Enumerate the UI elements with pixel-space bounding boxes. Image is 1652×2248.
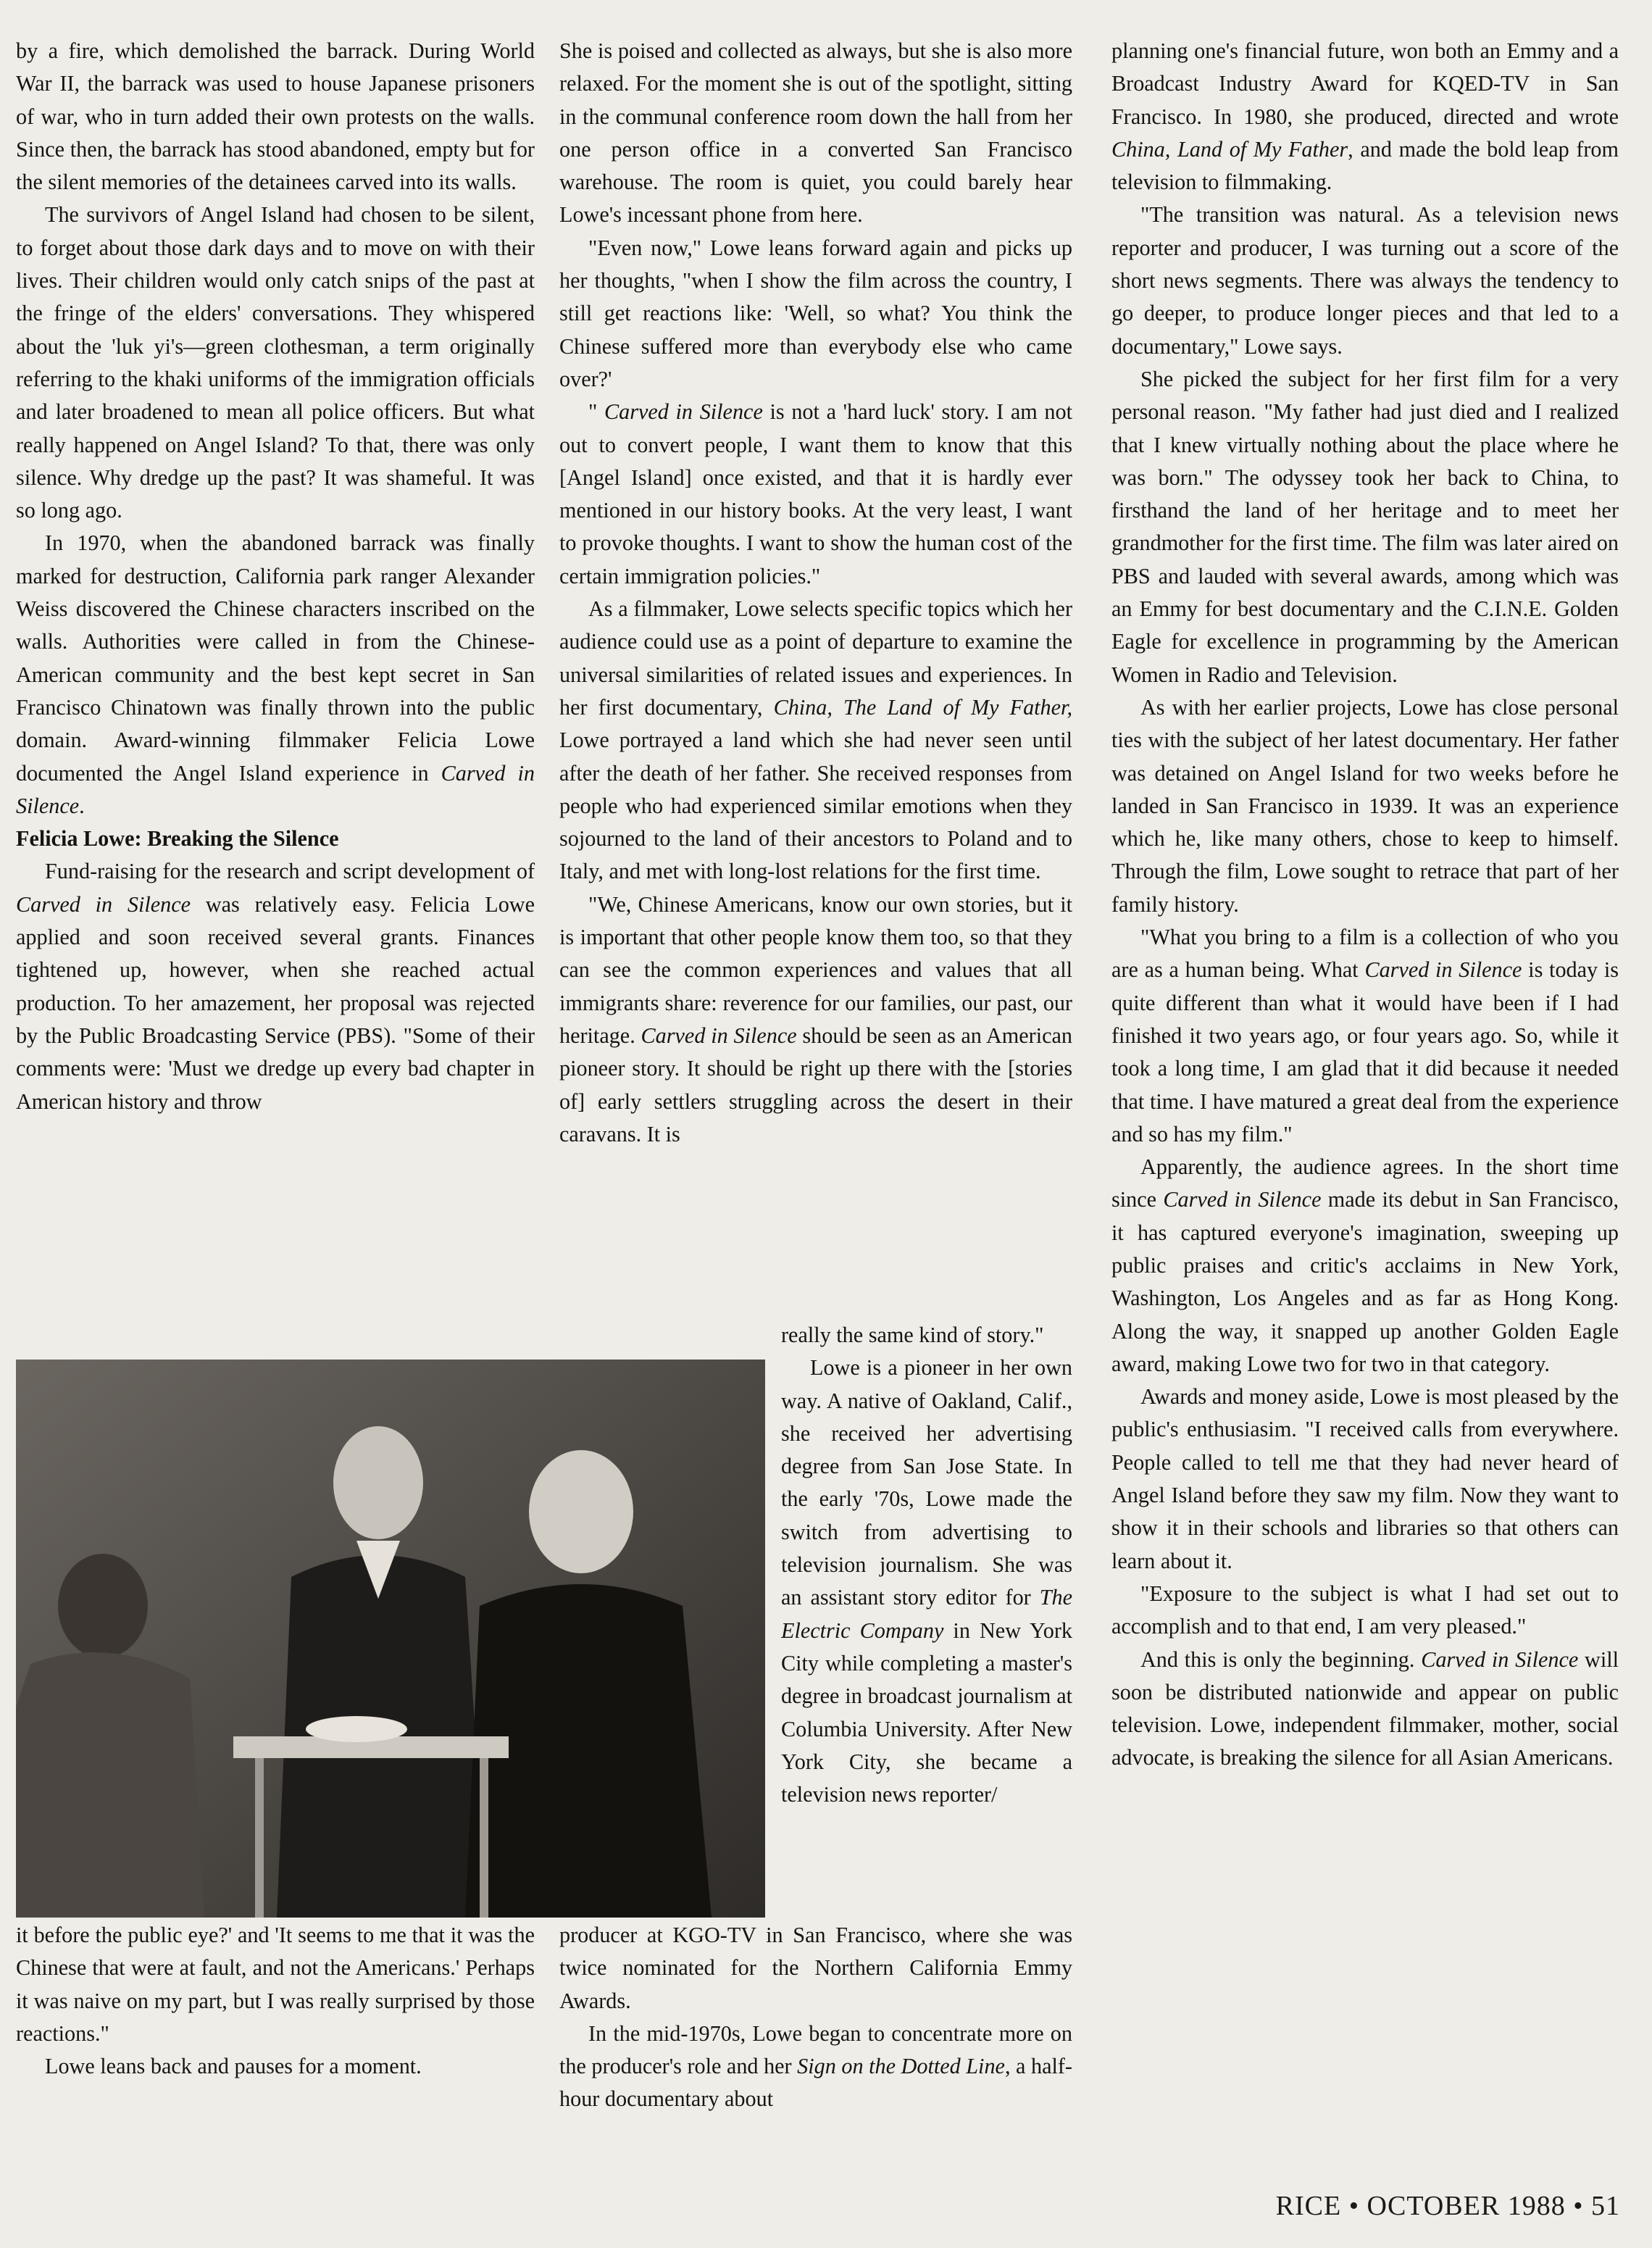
paragraph: Lowe is a pioneer in her own way. A native of Oakland, Calif., she received her advertising degree from San Jose State. In the early '70s, Lowe made the switch from advertising to television journalism. She was an assistant story editor for The Electric Company in New York City while completing a master's degree in broadcast journalism at Columbia University. After New York City, she became a television news reporter/ — [781, 1355, 1072, 1807]
paragraph: Awards and money aside, Lowe is most pleased by the public's enthusiasim. "I received calls from everywhere. People called to tell me that they had never heard of Angel Island before they saw my film. Now they want to show it in their schools and libraries so that others can learn about it. — [1111, 1384, 1619, 1573]
paragraph: In the mid-1970s, Lowe began to concentrate more on the producer's role and her Sign on the Dotted Line, a half-hour documentary about — [559, 2020, 1072, 2112]
paragraph: it before the public eye?' and 'It seems to me that it was the Chinese that were at fault, and not the Americans.' Perhaps it was naive on my part, but I was really surprised by those reactions." — [16, 1923, 535, 2046]
paragraph: "We, Chinese Americans, know our own stories, but it is important that other people know them too, so that they can see the common experiences and values that all immigrants share: reverence for our families, our past, our heritage. Carved in Silence should be seen as an American pioneer story. It should be right up there with the [stories of] early settlers struggling across the desert in their caravans. It is — [559, 891, 1072, 1146]
historical-photo — [16, 1360, 765, 1918]
paragraph: She picked the subject for her first film for a very personal reason. "My father had just died and I realized that I knew virtually nothing about the place where he was born." The odyssey took her back to China, to firsthand the land of her heritage and to meet her grandmother for the first time. The film was later aired on PBS and lauded with several awards, among which was an Emmy for best documentary and the C.I.N.E. Golden Eagle for excellence in programming by the American Women in Radio and Television. — [1111, 366, 1619, 687]
page-footer: RICE • OCTOBER 1988 • 51 — [1275, 2191, 1620, 2221]
column-3 — [1111, 35, 1619, 1775]
paragraph: Fund-raising for the research and script development of Carved in Silence was relatively easy. Felicia Lowe applied and soon received several grants. Finances tightened up, however, when she reached actual production. To her amazement, her proposal was rejected by the Public Broadcasting Service (PBS). "Some of their comments were: 'Must we dredge up every bad chapter in American history and throw — [16, 859, 535, 1114]
paragraph: As with her earlier projects, Lowe has close personal ties with the subject of her latest documentary. Her father was detained on Angel Island for two weeks before he landed in San Francisco in 1939. It was an experience which he, like many others, chose to keep to himself. Through the film, Lowe sought to retrace that part of her family history. — [1111, 694, 1619, 917]
column-1 — [16, 35, 535, 1118]
paragraph: In 1970, when the abandoned barrack was finally marked for destruction, California park ranger Alexander Weiss discovered the Chinese characters inscribed on the walls. Authorities were called in from the Chinese-American community and the best kept secret in San Francisco Chinatown was finally thrown into the public domain. Award-winning filmmaker Felicia Lowe documented the Angel Island experience in Carved in Silence. — [16, 530, 535, 818]
paragraph: by a fire, which demolished the barrack. During World War II, the barrack was used to house Japanese prisoners of war, who in turn added their own protests on the walls. Since then, the barrack has stood abandoned, empty but for the silent memories of the detainees carved into its walls. — [16, 38, 535, 195]
paragraph: As a filmmaker, Lowe selects specific topics which her audience could use as a point of departure to examine the universal similarities of related issues and experiences. In her first documentary, China, The Land of My Father, Lowe portrayed a land which she had never seen until after the death of her father. She received responses from people who had experienced similar emotions when they sojourned to the land of their ancestors to Poland and to Italy, and met with long-lost relations for the first time. — [559, 596, 1073, 884]
column-2-narrow — [781, 1319, 1072, 1811]
paragraph: Apparently, the audience agrees. In the short time since Carved in Silence made its debut in San Francisco, it has captured everyone's imagination, sweeping up public praises and critic's acclaims in New York, Washington, Los Angeles and as far as Hong Kong. Along the way, it snapped up another Golden Eagle award, making Lowe two for two in that category. — [1111, 1154, 1619, 1376]
paragraph: Lowe leans back and pauses for a moment. — [45, 2054, 422, 2079]
paragraph: She is poised and collected as always, but she is also more relaxed. For the moment she is out of the spotlight, sitting in the communal conference room down the hall from her one person office in a converted San Francisco warehouse. The room is quiet, you could barely hear Lowe's incessant phone from here. — [559, 38, 1072, 228]
paragraph: really the same kind of story." — [781, 1323, 1044, 1347]
paragraph: " Carved in Silence is not a 'hard luck' story. I am not out to convert people, I want them to know that this [Angel Island] once existed, and that it is hardly ever mentioned in our history books. At the very least, I want to provoke thoughts. I want to show the human cost of the certain immigration policies." — [559, 399, 1072, 588]
paragraph: "What you bring to a film is a collection of who you are as a human being. What Carved in Silence is today is quite different than what it would have been if I had finished it two years ago, or four years ago. So, while it took a long time, I am glad that it did because it needed that time. I have matured a great deal from the experience and so has my film." — [1111, 925, 1619, 1146]
paragraph: planning one's financial future, won both an Emmy and a Broadcast Industry Award for KQED-TV in San Francisco. In 1980, she produced, directed and wrote China, Land of My Father, and made the bold leap from television to filmmaking. — [1111, 38, 1619, 195]
paragraph: "The transition was natural. As a television news reporter and producer, I was turning out a score of the short news segments. There was always the tendency to go deeper, to produce longer pieces and that led to a documentary," Lowe says. — [1111, 202, 1619, 359]
column-1-bottom — [16, 1919, 535, 2083]
column-2 — [559, 35, 1072, 1151]
column-2-bottom — [559, 1919, 1072, 2116]
paragraph: "Even now," Lowe leans forward again and picks up her thoughts, "when I show the film across the country, I still get reactions like: 'Well, so what? You think the Chinese suffered more than everybody else who came over?' — [559, 235, 1072, 391]
paragraph: "Exposure to the subject is what I had set out to accomplish and to that end, I am very pleased." — [1111, 1581, 1619, 1639]
paragraph: And this is only the beginning. Carved in Silence will soon be distributed nationwide and appear on public television. Lowe, independent filmmaker, mother, social advocate, is breaking the silence for all Asian Americans. — [1111, 1647, 1619, 1770]
paragraph: producer at KGO-TV in San Francisco, where she was twice nominated for the Northern California Emmy Awards. — [559, 1923, 1072, 2013]
section-heading: Felicia Lowe: Breaking the Silence — [16, 826, 339, 852]
paragraph: The survivors of Angel Island had chosen to be silent, to forget about those dark days and to move on with their lives. Their children would only catch snips of the past at the fringe of the elders' conversations. They whispered about the 'luk yi's—green clothesman, a term originally referring to the khaki uniforms of the immigration officials and later broadened to mean all police officers. But what really happened on Angel Island? To that, there was only silence. Why dredge up the past? It was shameful. It was so long ago. — [16, 202, 535, 523]
